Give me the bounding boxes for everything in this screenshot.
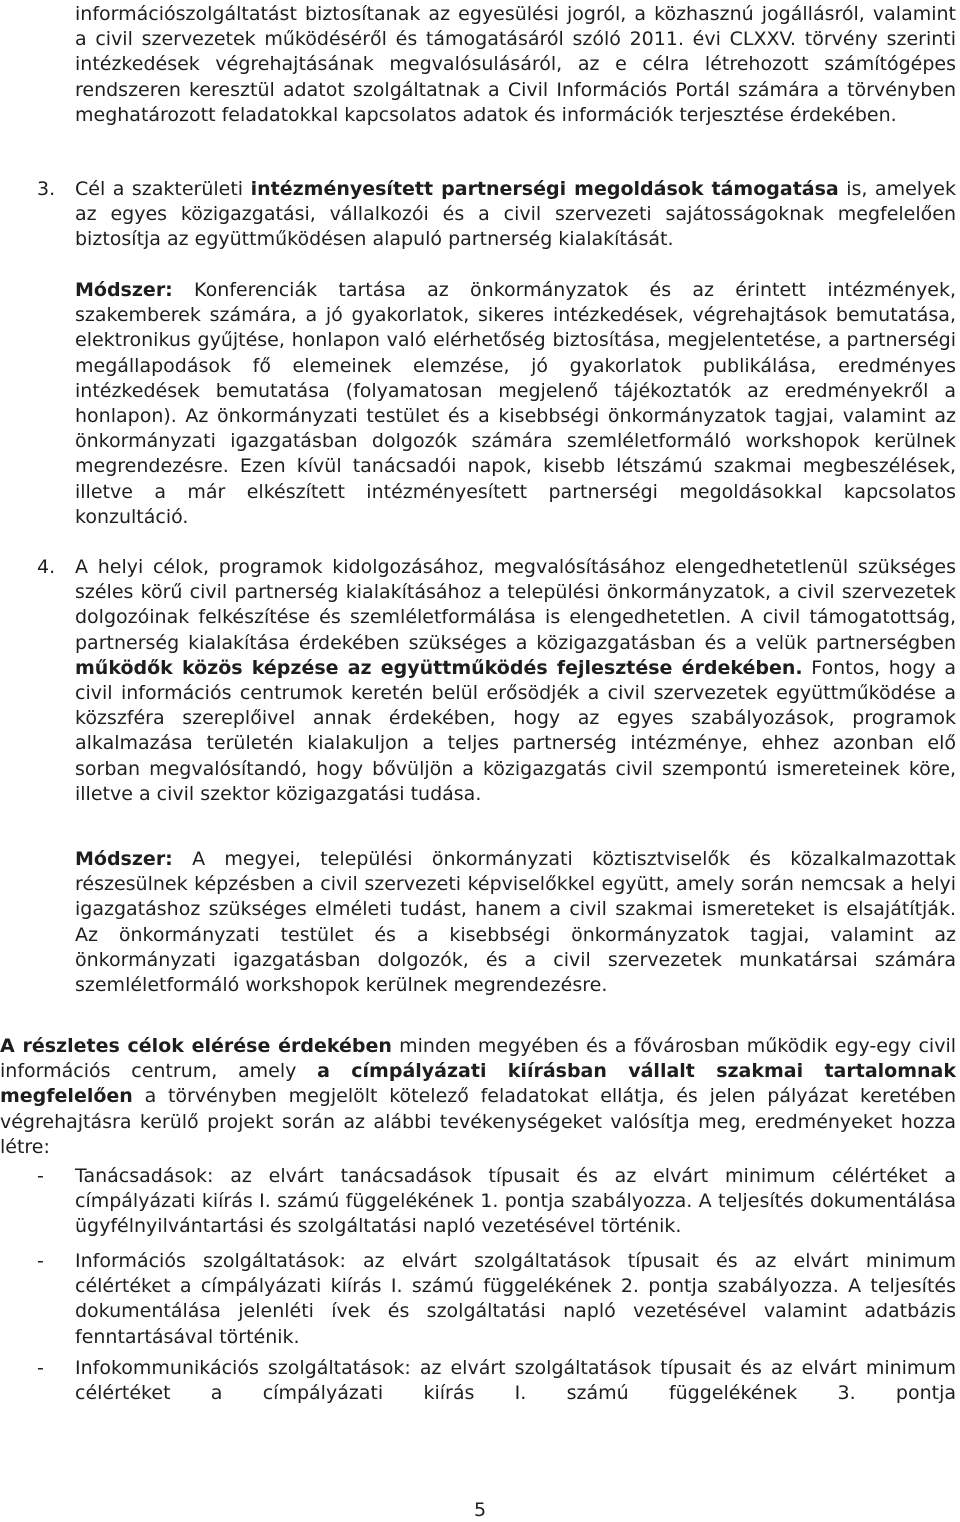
item-4-text-start: A helyi célok, programok kidolgozásához, megvalósításához elengedhetetlenül szükséges széles körű civil partnerség kialakításához a települési önkormányzatok, a civil szervezetek dolgozóinak felkészítése és szemléletformálása is elengedhetetlen. A civil támogatottság, partnerség kialakítása érdekében szükséges a közigazgatásban és a velük partnerségben bbox=[75, 556, 956, 654]
intro-paragraph bbox=[75, 2, 956, 128]
item-4-method bbox=[75, 847, 956, 998]
item-3-text-bold: intézményesített partnerségi megoldások támogatása bbox=[250, 178, 839, 200]
item-4-text bbox=[75, 555, 956, 807]
summary-text-1: minden megyében és a fővárosban működik egy-egy civil információs centrum, amely bbox=[0, 1035, 956, 1083]
item-3-method-label: Módszer: bbox=[75, 279, 173, 301]
item-3-text bbox=[75, 177, 956, 253]
summary-paragraph bbox=[0, 1034, 956, 1160]
summary-text-2: a törvényben megjelölt kötelező feladatokat ellátja, és jelen pályázat keretében végrehajtásra kerülő projekt során az alábbi tevékenységeket valósítja meg, eredményeket hozza létre: bbox=[0, 1085, 956, 1158]
bullet-1-dash: - bbox=[37, 1165, 44, 1187]
bullet-2-dash: - bbox=[37, 1250, 44, 1272]
item-3-method-text: Konferenciák tartása az önkormányzatok és az érintett intézmények, szakemberek számára, a jó gyakorlatok, sikeres intézkedések, végrehajtások bemutatása, elektronikus gyűjtése, honlapon való elérhetőség biztosítása, megjelentetése, a partnerségi megállapodások fő elemeinek elemzése, jó gyakorlatok publikálása, eredményes intézkedések bemutatása (folyamatosan megjelenő tájékoztatók az eredményekről a honlapon). Az önkormányzati testület és a kisebbségi önkormányzatok tagjai, valamint az önkormányzati igazgatásban dolgozók számára szemléletformáló workshopok kerülnek megrendezésre. Ezen kívül tanácsadói napok, kisebb létszámú szakmai megbeszélések, illetve a már elkészített intézményesített partnerségi megoldásokkal kapcsolatos konzultáció. bbox=[75, 279, 956, 528]
item-4-text-end: Fontos, hogy a civil információs centrumok keretén belül erősödjék a civil szervezetek együttműködése a közszféra szereplőivel annak érdekében, hogy az egyes szabályozások, programok alkalmazása területén kialakuljon a teljes partnerség intézménye, ehhez azonban elő sorban megvalósítandó, hogy bővüljön a közigazgatás civil szempontú ismereteinek köre, illetve a civil szektor közigazgatási tudása. bbox=[75, 656, 956, 805]
item-3-method bbox=[75, 278, 956, 530]
summary-bold-1: A részletes célok elérése érdekében bbox=[0, 1035, 392, 1057]
item-3-number: 3. bbox=[37, 178, 56, 200]
bullet-3-text: Infokommunikációs szolgáltatások: az elvárt szolgáltatások típusait és az elvárt minimum célértéket a címpályázati kiírás I. számú függelékének 3. pontja bbox=[75, 1357, 956, 1405]
intro-paragraph-text: információszolgáltatást biztosítanak az egyesülési jogról, a közhasznú jogállásról, valamint a civil szervezetek működéséről és támogatásáról szóló 2011. évi CLXXV. törvény szerinti intézkedések végrehajtásának megvalósulásáról, az e célra létrehozott számítógépes rendszeren keresztül adatot szolgáltatnak a Civil Információs Portál számára a törvényben meghatározott feladatokkal kapcsolatos adatok és információk terjesztése érdekében. bbox=[75, 3, 956, 126]
bullet-2-text: Információs szolgáltatások: az elvárt szolgáltatások típusait és az elvárt minimum célértéket a címpályázati kiírás I. számú függelékének 2. pontja szabályozza. A teljesítés dokumentálása jelenléti ívek és szolgáltatási napló vezetésével valamint adatbázis fenntartásával történik. bbox=[75, 1250, 956, 1348]
item-3-text-end: is, amelyek az egyes közigazgatási, vállalkozói és a civil szervezeti sajátosságoknak megfelelően biztosítja az együttműködésen alapuló partnerség kialakítását. bbox=[75, 178, 956, 251]
item-4-number: 4. bbox=[37, 556, 56, 578]
bullet-1-text: Tanácsadások: az elvárt tanácsadások típusait és az elvárt minimum célértéket a címpályázati kiírás I. számú függelékének 1. pontja szabályozza. A teljesítés dokumentálása ügyfélnyilvántartási és szolgáltatási napló vezetésével történik. bbox=[75, 1165, 956, 1238]
bullet-3-dash: - bbox=[37, 1357, 44, 1379]
page-number: 5 bbox=[473, 1499, 487, 1521]
item-4-method-label: Módszer: bbox=[75, 848, 173, 870]
item-4-method-text: A megyei, települési önkormányzati köztisztviselők és közalkalmazottak részesülnek képzésben a civil szervezeti képviselőkkel együtt, amely során nemcsak a helyi igazgatáshoz szükséges elméleti tudást, hanem a civil szakmai ismereteket is elsajátítják. Az önkormányzati testület és a kisebbségi önkormányzatok tagjai, valamint az önkormányzati igazgatásban dolgozók, és a civil szervezetek munkatársai számára szemléletformáló workshopok kerülnek megrendezésre. bbox=[75, 848, 956, 997]
summary-bold-2: a címpályázati kiírásban vállalt szakmai tartalomnak megfelelően bbox=[0, 1060, 956, 1108]
item-3-text-start: Cél a szakterületi bbox=[75, 178, 251, 200]
item-4-text-bold: működők közös képzése az együttműködés fejlesztése érdekében. bbox=[75, 656, 803, 679]
